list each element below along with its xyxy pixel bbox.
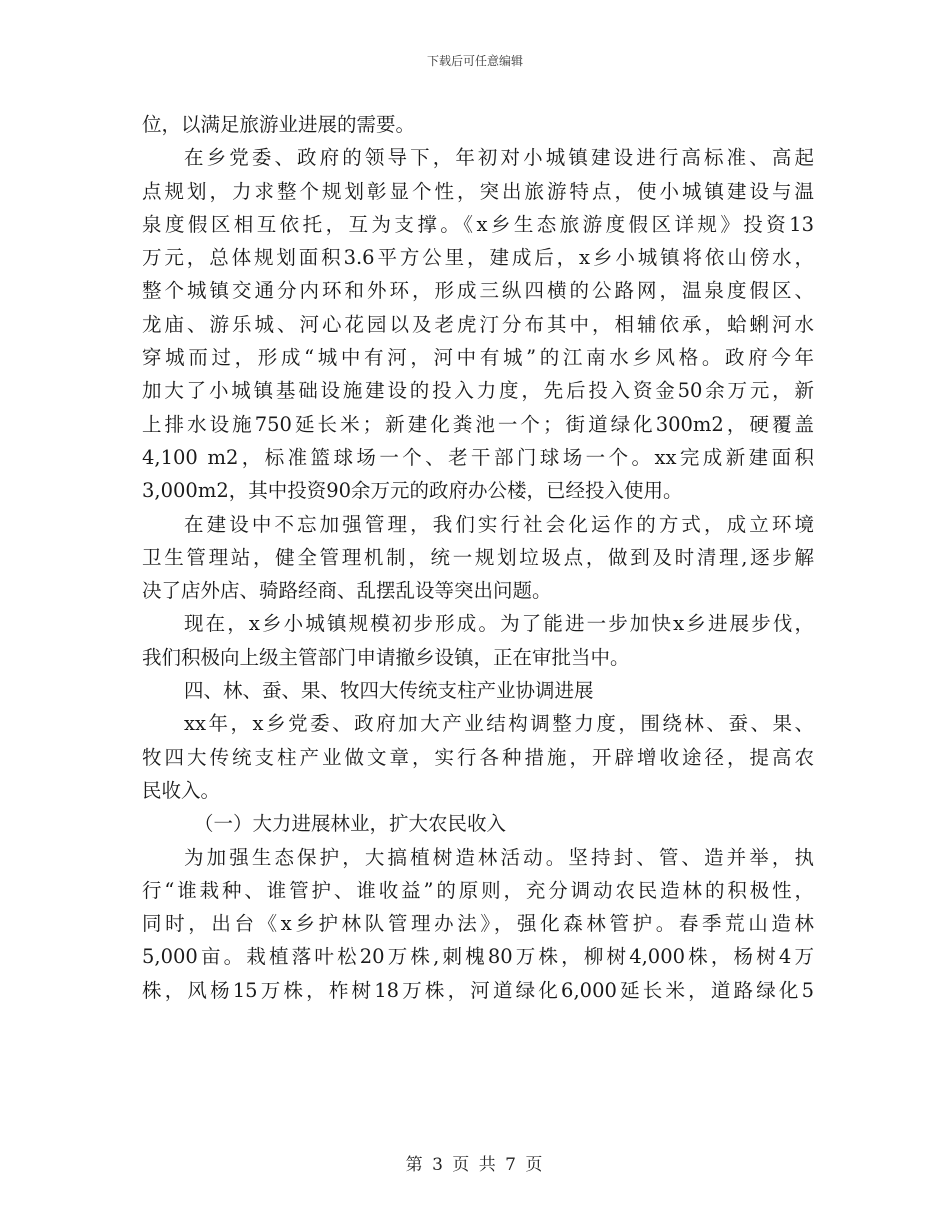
text-line: 3,000m2，其中投资90余万元的政府办公楼，已经投入使用。: [142, 479, 683, 503]
text-line: 穿城而过，形成“城中有河，河中有城”的江南水乡风格。政府今年: [142, 346, 814, 370]
text-line: 龙庙、游乐城、河心花园以及老虎汀分布其中，相辅依承，蛤蜊河水: [142, 312, 814, 336]
text-line: 行“谁栽种、谁管护、谁收益”的原则，充分调动农民造林的积极性，: [142, 878, 814, 902]
section-heading: 四、林、蚕、果、牧四大传统支柱产业协调进展: [184, 679, 594, 703]
page-footer: 第 3 页 共 7 页: [405, 1155, 545, 1175]
subsection-heading: （一）大力进展林业，扩大农民收入: [194, 812, 507, 836]
text-line: 民收入。: [142, 778, 221, 802]
text-line: 上排水设施750延长米；新建化粪池一个；街道绿化300m2，硬覆盖: [142, 412, 814, 436]
text-line: 株，风杨15万株，柞树18万株，河道绿化6,000延长米，道路绿化5: [142, 978, 814, 1002]
text-line: 点规划，力求整个规划彰显个性，突出旅游特点，使小城镇建设与温: [142, 179, 814, 203]
text-line: 同时，出台《x乡护林队管理办法》，强化森林管护。春季荒山造林: [142, 912, 814, 936]
paragraph-first-line: 在乡党委、政府的领导下，年初对小城镇建设进行高标准、高起: [184, 146, 814, 170]
text-line: 4,100 m2，标准篮球场一个、老干部门球场一个。xx完成新建面积: [142, 445, 814, 469]
paragraph-first-line: 为加强生态保护，大搞植树造林活动。坚持封、管、造并举，执: [184, 845, 814, 869]
text-line: 决了店外店、骑路经商、乱摆乱设等突出问题。: [142, 579, 552, 603]
paragraph-first-line: xx年，x乡党委、政府加大产业结构调整力度，围绕林、蚕、果、: [184, 712, 814, 736]
text-line: 牧四大传统支柱产业做文章，实行各种措施，开辟增收途径，提高农: [142, 745, 814, 769]
text-line: 泉度假区相互依托，互为支撑。《x乡生态旅游度假区详规》投资13: [142, 212, 814, 236]
text-line: 5,000亩。栽植落叶松20万株,刺槐80万株，柳树4,000株，杨树4万: [142, 945, 814, 969]
page-header: 下载后可任意编辑: [426, 54, 523, 68]
text-line: 整个城镇交通分内环和外环，形成三纵四横的公路网，温泉度假区、: [142, 279, 814, 303]
text-line: 加大了小城镇基础设施建设的投入力度，先后投入资金50余万元，新: [142, 379, 814, 403]
text-line: 万元，总体规划面积3.6平方公里，建成后，x乡小城镇将依山傍水，: [142, 246, 814, 270]
paragraph-first-line: 在建设中不忘加强管理，我们实行社会化运作的方式，成立环境: [184, 512, 814, 536]
document-body: [142, 108, 814, 1007]
text-line: 位，以满足旅游业进展的需要。: [142, 113, 416, 136]
text-line: 卫生管理站，健全管理机制，统一规划垃圾点，做到及时清理,逐步解: [142, 545, 814, 569]
text-line: 我们积极向上级主管部门申请撤乡设镇，正在审批当中。: [142, 645, 630, 669]
paragraph-first-line: 现在，x乡小城镇规模初步形成。为了能进一步加快x乡进展步伐，: [184, 612, 814, 636]
